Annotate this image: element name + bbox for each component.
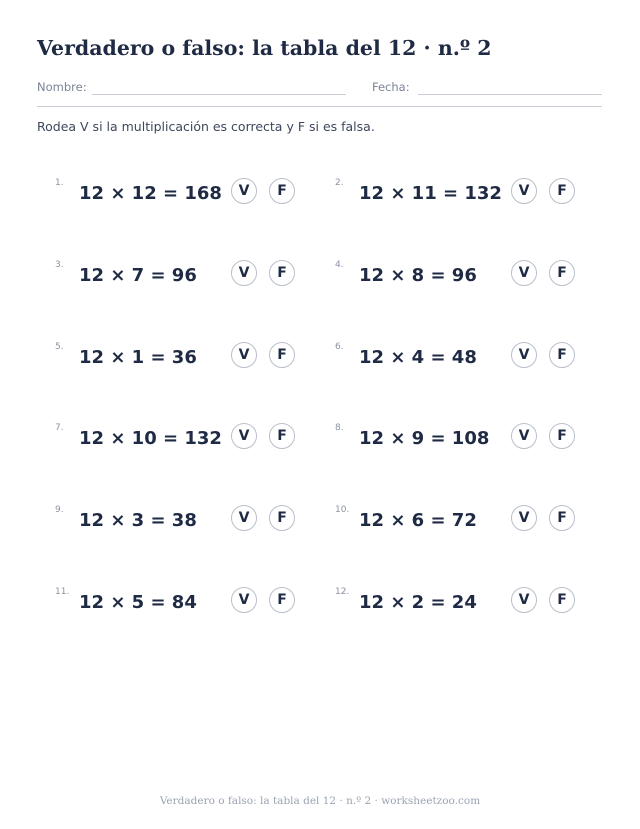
false-option[interactable]: F: [549, 260, 575, 286]
problem-number: 11.: [55, 587, 70, 597]
false-option[interactable]: F: [549, 587, 575, 613]
header-divider: [37, 106, 602, 107]
problem-number: 1.: [55, 178, 64, 188]
true-option[interactable]: V: [231, 423, 257, 449]
false-option[interactable]: F: [549, 342, 575, 368]
false-option[interactable]: F: [269, 505, 295, 531]
date-label: Fecha:: [372, 80, 410, 94]
true-option[interactable]: V: [511, 342, 537, 368]
problem-number: 3.: [55, 260, 64, 270]
problem-equation: 12 × 12 = 168: [79, 183, 222, 204]
problem-number: 2.: [335, 178, 344, 188]
false-option[interactable]: F: [549, 505, 575, 531]
problem-equation: 12 × 11 = 132: [359, 183, 502, 204]
false-option[interactable]: F: [269, 260, 295, 286]
problem-equation: 12 × 5 = 84: [79, 592, 197, 613]
true-option[interactable]: V: [511, 505, 537, 531]
true-option[interactable]: V: [231, 260, 257, 286]
problem-equation: 12 × 2 = 24: [359, 592, 477, 613]
problem-number: 5.: [55, 342, 64, 352]
problem-equation: 12 × 10 = 132: [79, 428, 222, 449]
true-option[interactable]: V: [511, 423, 537, 449]
false-option[interactable]: F: [549, 178, 575, 204]
true-option[interactable]: V: [511, 587, 537, 613]
problem-equation: 12 × 7 = 96: [79, 265, 197, 286]
date-line[interactable]: [418, 94, 602, 95]
false-option[interactable]: F: [549, 423, 575, 449]
true-option[interactable]: V: [231, 587, 257, 613]
false-option[interactable]: F: [269, 423, 295, 449]
problem-equation: 12 × 6 = 72: [359, 510, 477, 531]
problem-number: 6.: [335, 342, 344, 352]
problem-number: 7.: [55, 423, 64, 433]
problem-equation: 12 × 9 = 108: [359, 428, 490, 449]
problem-number: 9.: [55, 505, 64, 515]
problem-number: 8.: [335, 423, 344, 433]
problem-number: 4.: [335, 260, 344, 270]
instructions: Rodea V si la multiplicación es correcta y F si es falsa.: [37, 119, 375, 134]
problem-equation: 12 × 3 = 38: [79, 510, 197, 531]
worksheet-title: Verdadero o falso: la tabla del 12 · n.º 2: [37, 36, 492, 60]
true-option[interactable]: V: [511, 178, 537, 204]
problem-number: 12.: [335, 587, 350, 597]
page-footer: Verdadero o falso: la tabla del 12 · n.º 2 · worksheetzoo.com: [159, 795, 481, 807]
true-option[interactable]: V: [511, 260, 537, 286]
problem-equation: 12 × 1 = 36: [79, 347, 197, 368]
true-option[interactable]: V: [231, 342, 257, 368]
true-option[interactable]: V: [231, 505, 257, 531]
false-option[interactable]: F: [269, 342, 295, 368]
true-option[interactable]: V: [231, 178, 257, 204]
name-label: Nombre:: [37, 80, 87, 94]
problem-equation: 12 × 4 = 48: [359, 347, 477, 368]
name-line[interactable]: [92, 94, 346, 95]
false-option[interactable]: F: [269, 587, 295, 613]
false-option[interactable]: F: [269, 178, 295, 204]
problem-number: 10.: [335, 505, 350, 515]
problem-equation: 12 × 8 = 96: [359, 265, 477, 286]
